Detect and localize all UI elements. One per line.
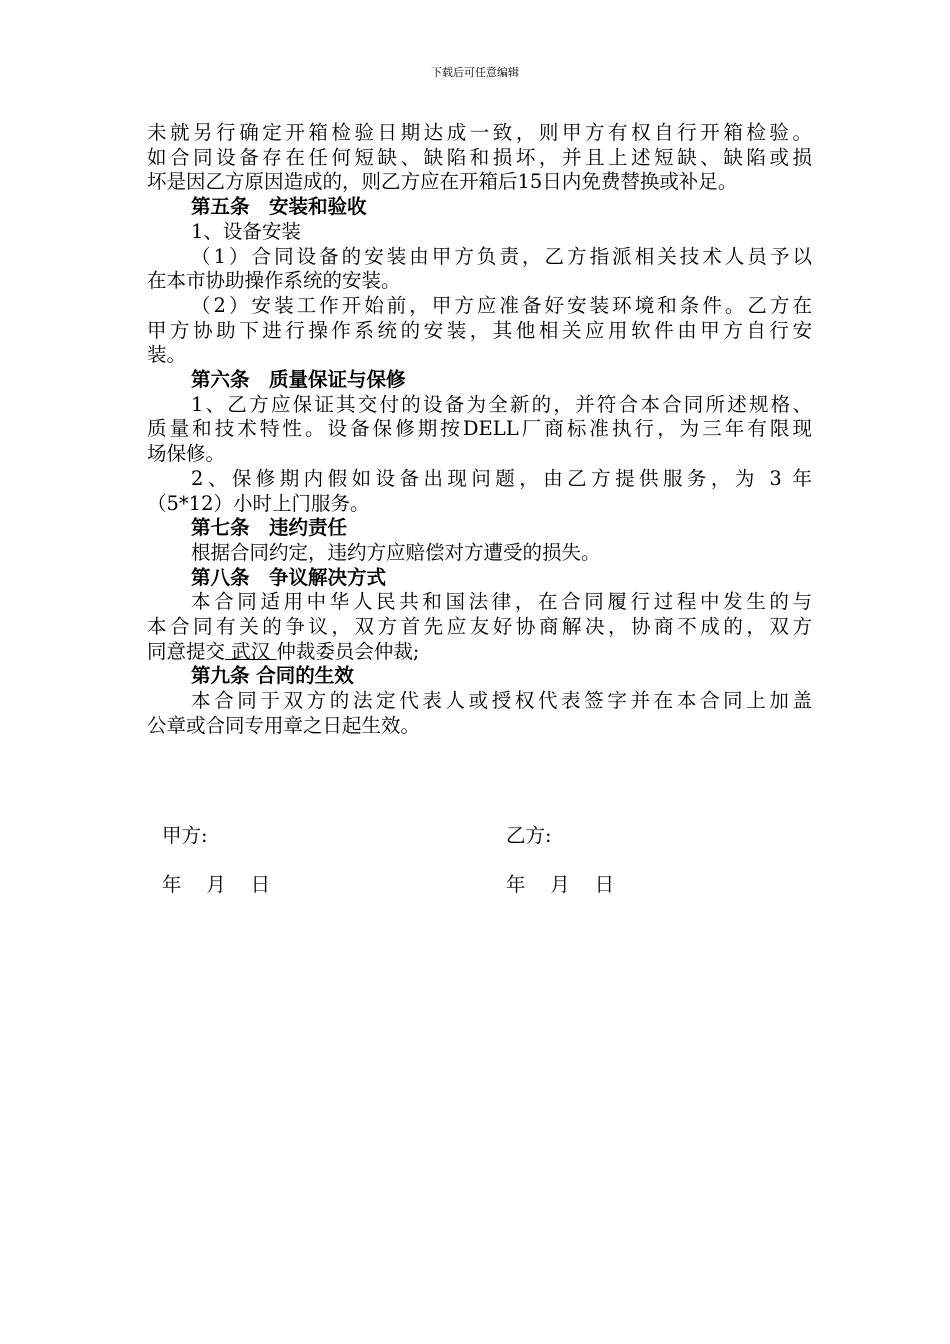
paragraph-line: （5*12）小时上门服务。 xyxy=(147,491,370,515)
paragraph-line: 甲方协助下进行操作系统的安装，其他相关应用软件由甲方自行安 xyxy=(147,318,812,342)
arbitration-prefix: 同意提交 xyxy=(147,639,226,663)
page-header: 下载后可任意编辑 xyxy=(431,66,519,79)
article-6-title: 第六条 质量保证与保修 xyxy=(191,368,406,392)
paragraph-line: 坏是因乙方原因造成的，则乙方应在开箱后15日内免费替换或补足。 xyxy=(147,170,738,194)
paragraph-line: （1）合同设备的安装由甲方负责，乙方指派相关技术人员予以 xyxy=(191,244,812,268)
article-9-title: 第九条 合同的生效 xyxy=(191,664,354,688)
paragraph-line: 本合同有关的争议，双方首先应友好协商解决，协商不成的，双方 xyxy=(147,615,812,639)
article-7-title: 第七条 违约责任 xyxy=(191,516,348,540)
paragraph-line: 质量和技术特性。设备保修期按DELL厂商标准执行，为三年有限现 xyxy=(147,417,812,441)
paragraph-line: 本合同适用中华人民共和国法律，在合同履行过程中发生的与 xyxy=(191,590,812,614)
article-5-subheading: 1、设备安装 xyxy=(191,219,301,243)
article-8-title: 第八条 争议解决方式 xyxy=(191,565,387,589)
paragraph-line: 根据合同约定，违约方应赔偿对方遭受的损失。 xyxy=(191,540,601,564)
paragraph-line: 在本市协助操作系统的安装。 xyxy=(147,269,401,293)
paragraph-line: 2、保修期内假如设备出现问题，由乙方提供服务，为 3 年 xyxy=(191,466,812,490)
arbitration-suffix: 仲裁委员会仲裁; xyxy=(276,639,420,663)
paragraph-line: 本合同于双方的法定代表人或授权代表签字并在本合同上加盖 xyxy=(191,689,812,713)
party-b-label: 乙方: xyxy=(506,824,552,847)
paragraph-line: （2）安装工作开始前，甲方应准备好安装环境和条件。乙方在 xyxy=(191,293,812,317)
party-a-label: 甲方: xyxy=(162,824,208,847)
party-a-date: 年 月 日 xyxy=(162,873,271,896)
paragraph-line: 公章或合同专用章之日起生效。 xyxy=(147,713,421,737)
contract-body xyxy=(147,121,812,739)
paragraph-line: 1、乙方应保证其交付的设备为全新的，并符合本合同所述规格、 xyxy=(191,392,812,416)
paragraph-line: 未就另行确定开箱检验日期达成一致，则甲方有权自行开箱检验。 xyxy=(147,121,812,144)
paragraph-line xyxy=(147,640,812,665)
article-5-title: 第五条 安装和验收 xyxy=(191,195,367,219)
paragraph-line: 装。 xyxy=(147,343,187,367)
paragraph-line: 场保修。 xyxy=(147,442,226,466)
party-b-date: 年 月 日 xyxy=(506,873,615,896)
paragraph-line: 如合同设备存在任何短缺、缺陷和损坏，并且上述短缺、缺陷或损 xyxy=(147,145,812,169)
arbitration-city: 武汉 xyxy=(225,639,277,663)
